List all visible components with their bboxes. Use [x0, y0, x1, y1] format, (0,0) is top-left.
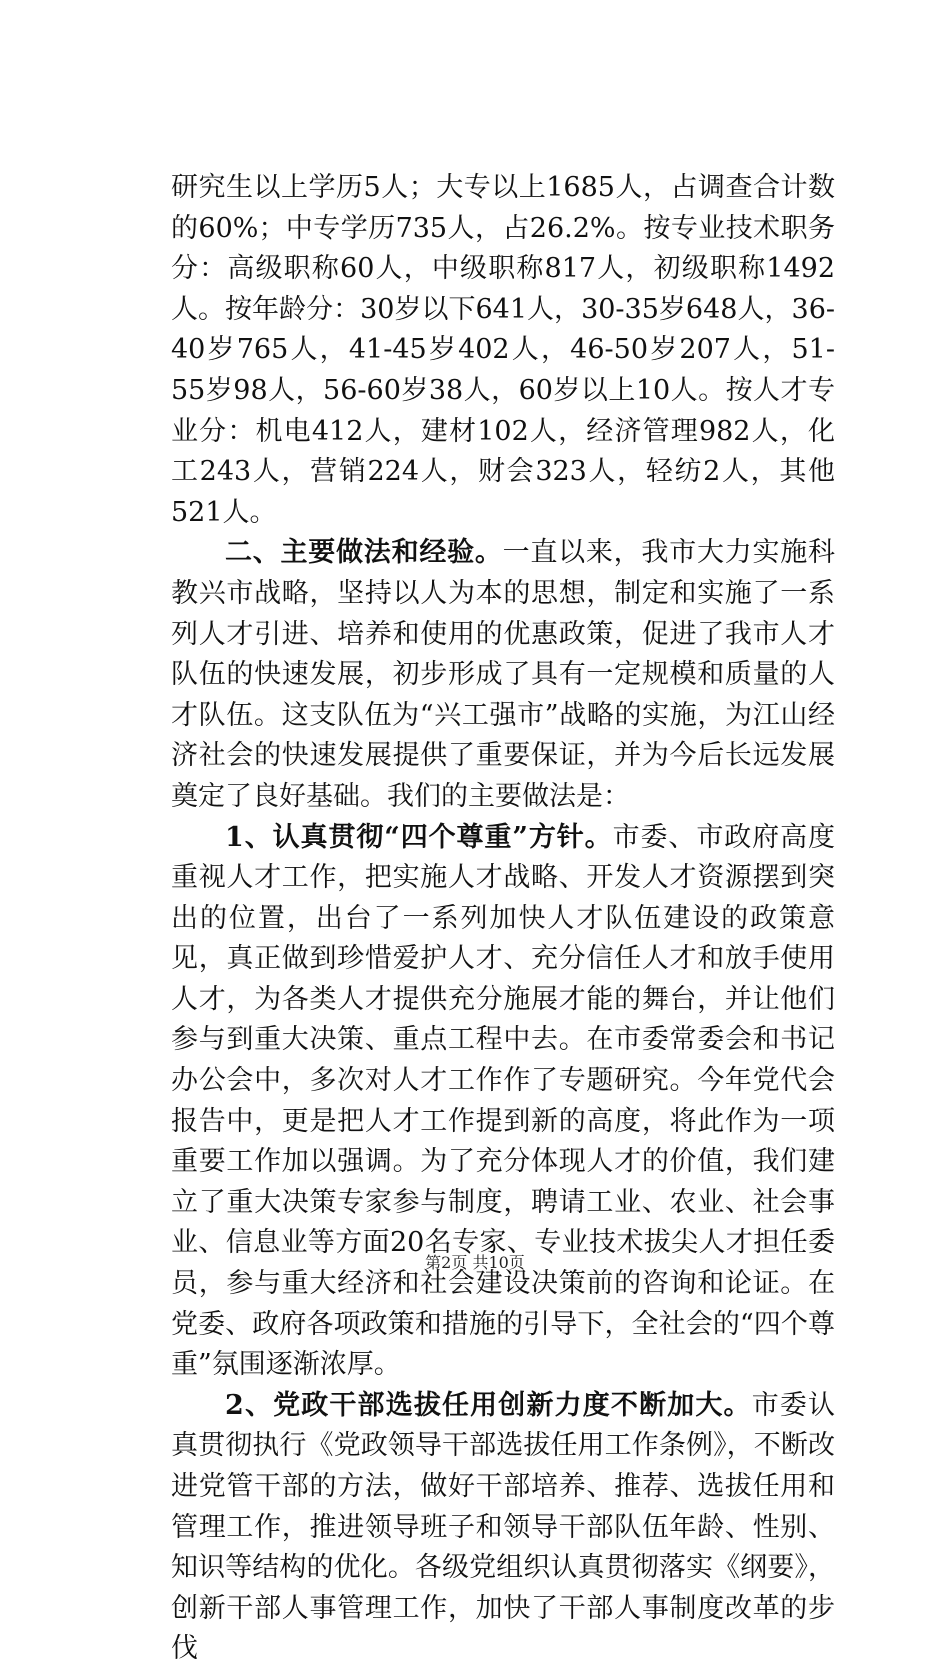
paragraph-cadre-selection: [171, 1386, 835, 1670]
paragraph-four-respects: [171, 818, 835, 1386]
paragraph-statistics: [171, 168, 835, 533]
subheading-four-respects: 1、认真贯彻“四个尊重”方针。: [225, 821, 613, 853]
paragraph-four-respects-text: 市委、市政府高度重视人才工作，把实施人才战略、开发人才资源摆到突出的位置，出台了一系列加快人才队伍建设的政策意见，真正做到珍惜爱护人才、充分信任人才和放手使用人才，为各类人才提供充分施展才能的舞台，并让他们参与到重大决策、重点工程中去。在市委常委会和书记办公会中，多次对人才工作作了专题研究。今年党代会报告中，更是把人才工作提到新的高度，将此作为一项重要工作加以强调。为了充分体现人才的价值，我们建立了重大决策专家参与制度，聘请工业、农业、社会事业、信息业等方面20名专家、专业技术拔尖人才担任委员，参与重大经济和社会建设决策前的咨询和论证。在党委、政府各项政策和措施的引导下，全社会的“四个尊重”氛围逐渐浓厚。: [171, 821, 836, 1381]
paragraph-cadre-selection-text: 市委认真贯彻执行《党政领导干部选拔任用工作条例》，不断改进党管干部的方法，做好干部培养、推荐、选拔任用和管理工作，推进领导班子和领导干部队伍年龄、性别、知识等结构的优化。各级党组织认真贯彻落实《纲要》，创新干部人事管理工作，加快了干部人事制度改革的步伐: [171, 1389, 835, 1665]
paragraph-practices-text: 一直以来，我市大力实施科教兴市战略，坚持以人为本的思想，制定和实施了一系列人才引进、培养和使用的优惠政策，促进了我市人才队伍的快速发展，初步形成了具有一定规模和质量的人才队伍。这支队伍为“兴工强市”战略的实施，为江山经济社会的快速发展提供了重要保证，并为今后长远发展奠定了良好基础。我们的主要做法是：: [171, 537, 836, 812]
page-number-label: 第2页 共10页: [425, 1253, 525, 1272]
paragraph-statistics-text: 研究生以上学历5人；大专以上1685人，占调查合计数的60%；中专学历735人，占26.2%。按专业技术职务分：高级职称60人，中级职称817人，初级职称1492人。按年龄分：30岁以下641人，30-35岁648人，36-40岁765人，41-45岁402人，46-50岁207人，51-55岁98人，56-60岁38人，60岁以上10人。按人才专业分：机电412人，建材102人，经济管理982人，化工243人，营销224人，财会323人，轻纺2人，其他521人。: [171, 172, 835, 528]
document-body: [171, 168, 835, 1670]
page-footer: [0, 1250, 950, 1273]
subheading-cadre-selection: 2、党政干部选拔任用创新力度不断加大。: [225, 1389, 752, 1421]
section-heading-practices: 二、主要做法和经验。: [225, 537, 503, 569]
paragraph-practices: [171, 533, 835, 817]
